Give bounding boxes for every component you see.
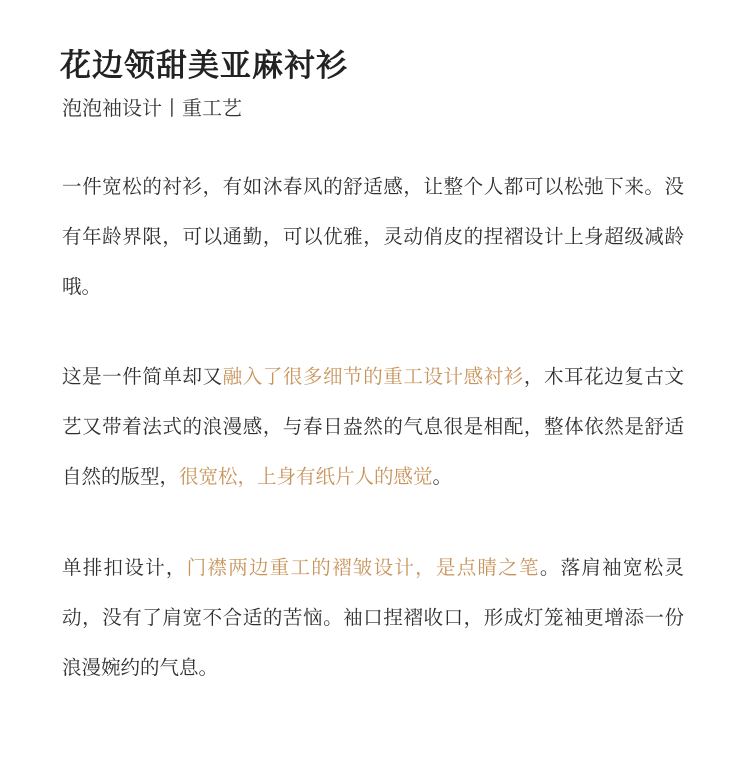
highlighted-text: 门襟两边重工的褶皱设计，是点睛之笔 [186, 556, 540, 579]
paragraph-text: 。 [432, 465, 453, 488]
product-title: 花边领甜美亚麻衬衫 [60, 48, 348, 84]
paragraph-text: 这是一件简单却又 [62, 365, 223, 388]
highlighted-text: 融入了很多细节的重工设计感衬衫 [222, 365, 524, 388]
paragraph-text: 。落肩袖宽松灵动，没有了肩宽不合适的苦恼。袖口捏褶收口，形成灯笼袖更增添一份浪漫婉约的气息。 [62, 556, 684, 679]
highlighted-text: 很宽松，上身有纸片人的感觉 [179, 465, 433, 488]
product-subtitle: 泡泡袖设计丨重工艺 [62, 96, 242, 120]
paragraph-text: 一件宽松的衬衫，有如沐春风的舒适感，让整个人都可以松弛下来。没有年龄界限，可以通勤，可以优雅，灵动俏皮的捏褶设计上身超级减龄哦。 [62, 175, 684, 298]
description-paragraph-1 [62, 162, 684, 312]
description-paragraph-2 [62, 352, 684, 502]
description-paragraph-3 [62, 543, 684, 693]
paragraph-text: 单排扣设计， [62, 556, 187, 579]
paragraph-text: ，木耳花边复古文艺又带着法式的浪漫感，与春日盎然的气息很是相配，整体依然是舒适自然的版型， [62, 365, 684, 488]
